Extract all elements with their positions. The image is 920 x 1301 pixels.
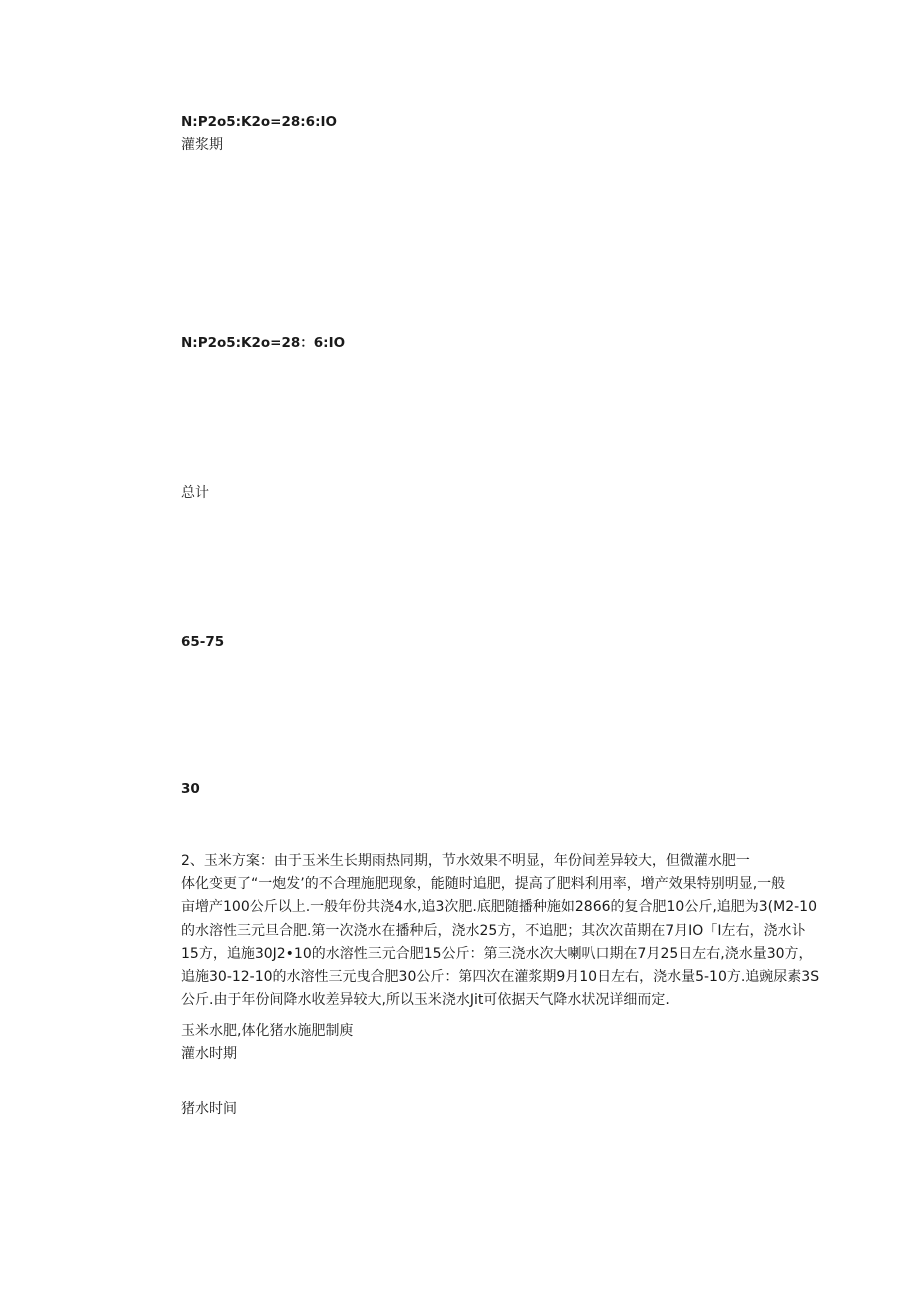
stage-label: 灌浆期 [181, 137, 223, 153]
value-line-1: 65-75 [181, 634, 225, 650]
paragraph-line: 2、玉米方案：由于玉米生长期雨热同期，节水效果不明显，年份间差异较大，但微灌水肥一 [181, 853, 750, 869]
paragraph-line: 公斤.由于年份间降水收差异较大,所以玉米浇水Jit可依据天气降水状况详细而定. [181, 992, 670, 1009]
table-title: 玉米水肥,体化猪水施肥制庾 [181, 1023, 354, 1039]
ratio-line-1: N:P2o5:K2o=28:6:IO [181, 114, 337, 130]
paragraph-line: 亩增产100公斤以上.一般年份共浇4水,追3次肥.底肥随播种施如2866的复合肥10公斤,追肥为3(M2-10 [181, 899, 817, 916]
paragraph-line: 体化变更了“一炮发’的不合理施肥现象，能随时追肥，提高了肥料利用率，增产效果特别明显,一般 [181, 876, 786, 893]
irrigation-period-label: 灌水时期 [181, 1046, 237, 1062]
corn-plan-paragraph [181, 850, 820, 1012]
paragraph-line: 追施30-12-10的水溶性三元曳合肥30公斤：第四次在灌浆期9月10日左右，浇水量5-10方.追豌尿素3S [181, 969, 820, 986]
ratio-line-2: N:P2o5:K2o=28：6:IO [181, 335, 346, 351]
paragraph-line: 的水溶性三元旦合肥.第一次浇水在播种后，浇水25方，不追肥；其次次苗期在7月IO「I左右，浇水讣 [181, 922, 806, 939]
total-label: 总计 [181, 485, 209, 501]
paragraph-line: 15方，追施30J2•10的水溶性三元合肥15公斤：第三浇水次大喇叭口期在7月25日左右,浇水量30方， [181, 945, 813, 962]
value-line-2: 30 [181, 781, 200, 797]
irrigation-time-label: 猪水时间 [181, 1101, 237, 1117]
